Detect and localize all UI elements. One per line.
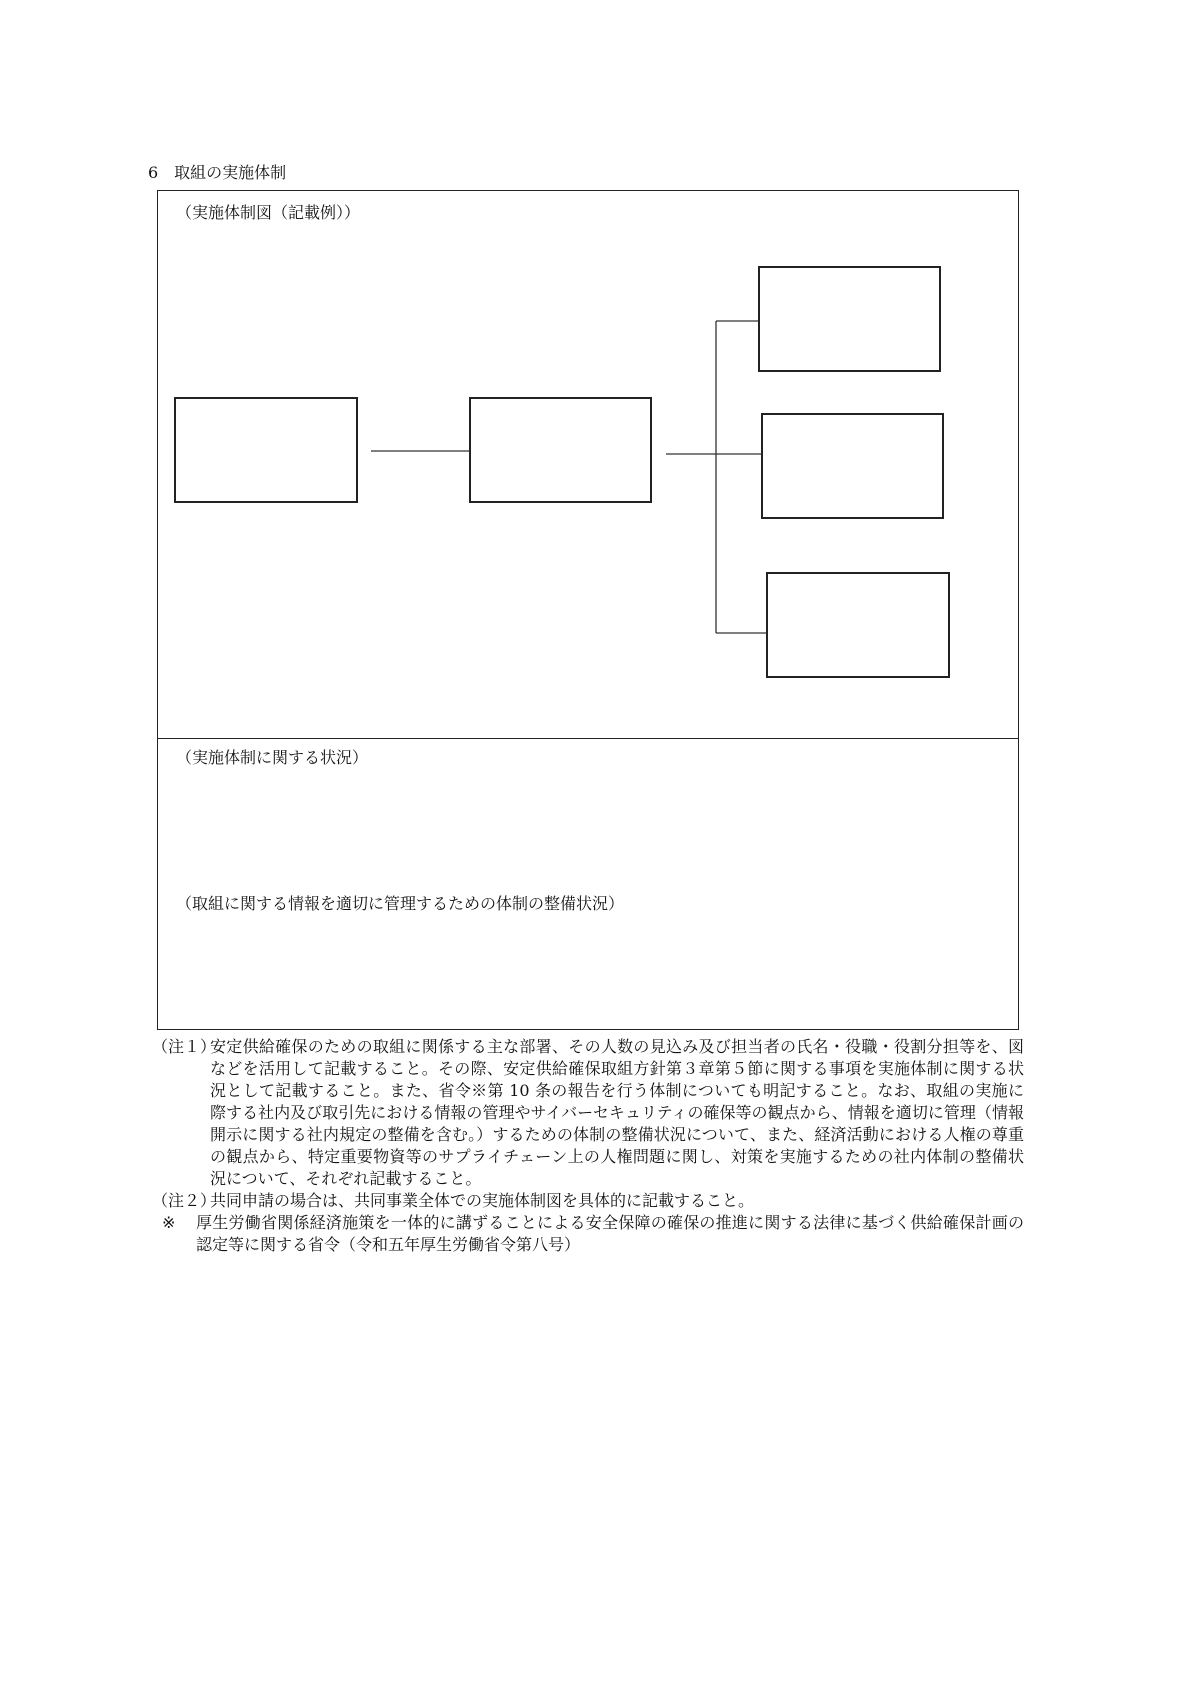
note-2 xyxy=(152,1190,1024,1212)
note-text: 安定供給確保のための取組に関係する主な部署、その人数の見込み及び担当者の氏名・役職・役割分担等を、図などを活用して記載すること。その際、安定供給確保取組方針第３章第５節に関する事項を実施体制に関する状況として記載すること。また、省令※第 10 条の報告を行う体制についても明記すること。なお、取組の実施に際する社内及び取引先における情報の管理やサイバーセキュリティの確保等の観点から、情報を適切に管理（情報開示に関する社内規定の整備を含む。）するための体制の整備状況について、また、経済活動における人権の尊重の観点から、特定重要物資等のサプライチェーン上の人権問題に関し、対策を実施するための社内体制の整備状況について、それぞれ記載すること。 xyxy=(210,1037,1024,1188)
status-label: （実施体制に関する状況） xyxy=(176,748,369,767)
implementation-structure-frame xyxy=(157,190,1019,1030)
footnote-ordinance xyxy=(152,1212,1024,1256)
note-label: （注１） xyxy=(152,1037,217,1056)
diagram-box xyxy=(767,573,949,677)
note-1 xyxy=(152,1036,1024,1190)
note-text: 共同申請の場合は、共同事業全体での実施体制図を具体的に記載すること。 xyxy=(210,1191,755,1210)
diagram-box xyxy=(175,398,357,502)
footnote-mark: ※ xyxy=(162,1213,176,1232)
footnote-text: 厚生労働省関係経済施策を一体的に講ずることによる安全保障の確保の推進に関する法律に基づく供給確保計画の認定等に関する省令（令和五年厚生労働省令第八号） xyxy=(196,1213,1024,1254)
info-management-label: （取組に関する情報を適切に管理するための体制の整備状況） xyxy=(176,894,625,913)
structure-diagram xyxy=(158,191,1020,738)
diagram-label: （実施体制図（記載例）） xyxy=(176,203,361,222)
divider xyxy=(158,738,1018,739)
diagram-box xyxy=(759,267,940,371)
section-title: 6 取組の実施体制 xyxy=(148,163,287,182)
notes-section xyxy=(152,1036,1024,1256)
diagram-box xyxy=(470,398,651,502)
note-label: （注２） xyxy=(152,1191,217,1210)
diagram-box xyxy=(762,414,943,518)
